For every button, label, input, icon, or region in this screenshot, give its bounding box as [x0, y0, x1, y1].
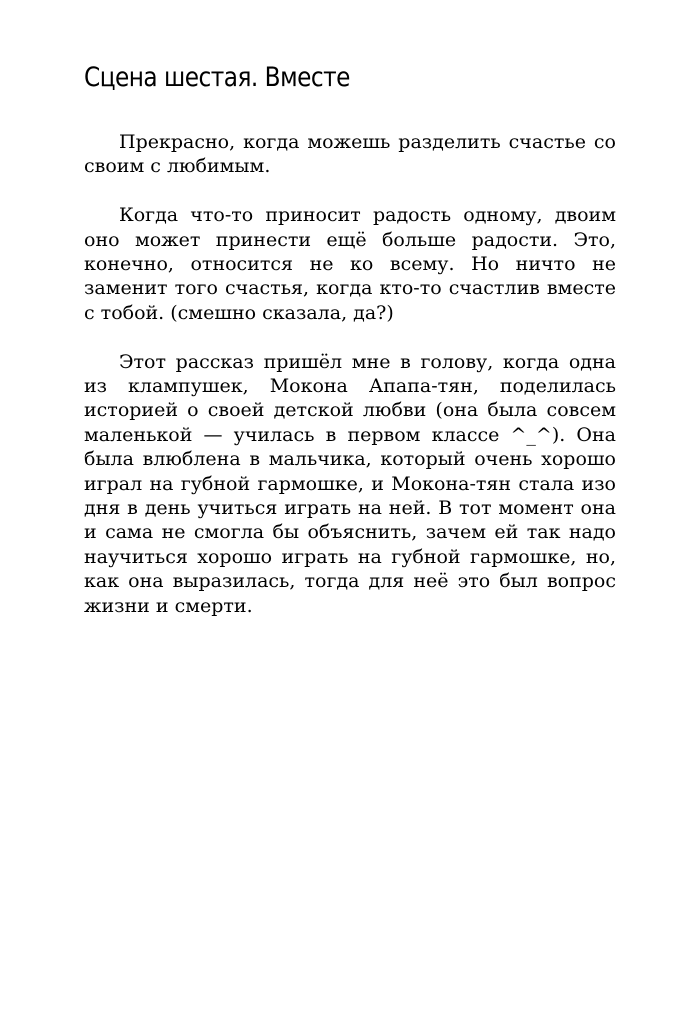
paragraph-3: Этот рассказ пришёл мне в голову, когда одна из клампушек, Мокона Апапа-тян, поделилась историей о своей детской любви (она была совсем маленькой — училась в первом классе ^_^). Она была влюблена в мальчика, который очень хорошо играл на губной гармошке, и Мокона-тян стала изо дня в день учиться играть на ней. В тот момент она и сама не смогла бы объяснить, зачем ей так надо научиться хорошо играть на губной гармошке, но, как она выразилась, тогда для неё это был вопрос жизни и смерти. [84, 350, 616, 617]
document-page [84, 62, 616, 642]
paragraph-1: Прекрасно, когда можешь разделить счастье со своим с любимым. [84, 131, 616, 178]
paragraph-2: Когда что-то приносит радость одному, двоим оно может принести ещё больше радости. Это, конечно, относится не ко всему. Но ничто не заменит того счастья, когда кто-то счастлив вместе с тобой. (смешно сказала, да?) [84, 204, 616, 324]
chapter-title: Сцена шестая. Вместе [84, 62, 350, 93]
body-text [84, 130, 616, 618]
